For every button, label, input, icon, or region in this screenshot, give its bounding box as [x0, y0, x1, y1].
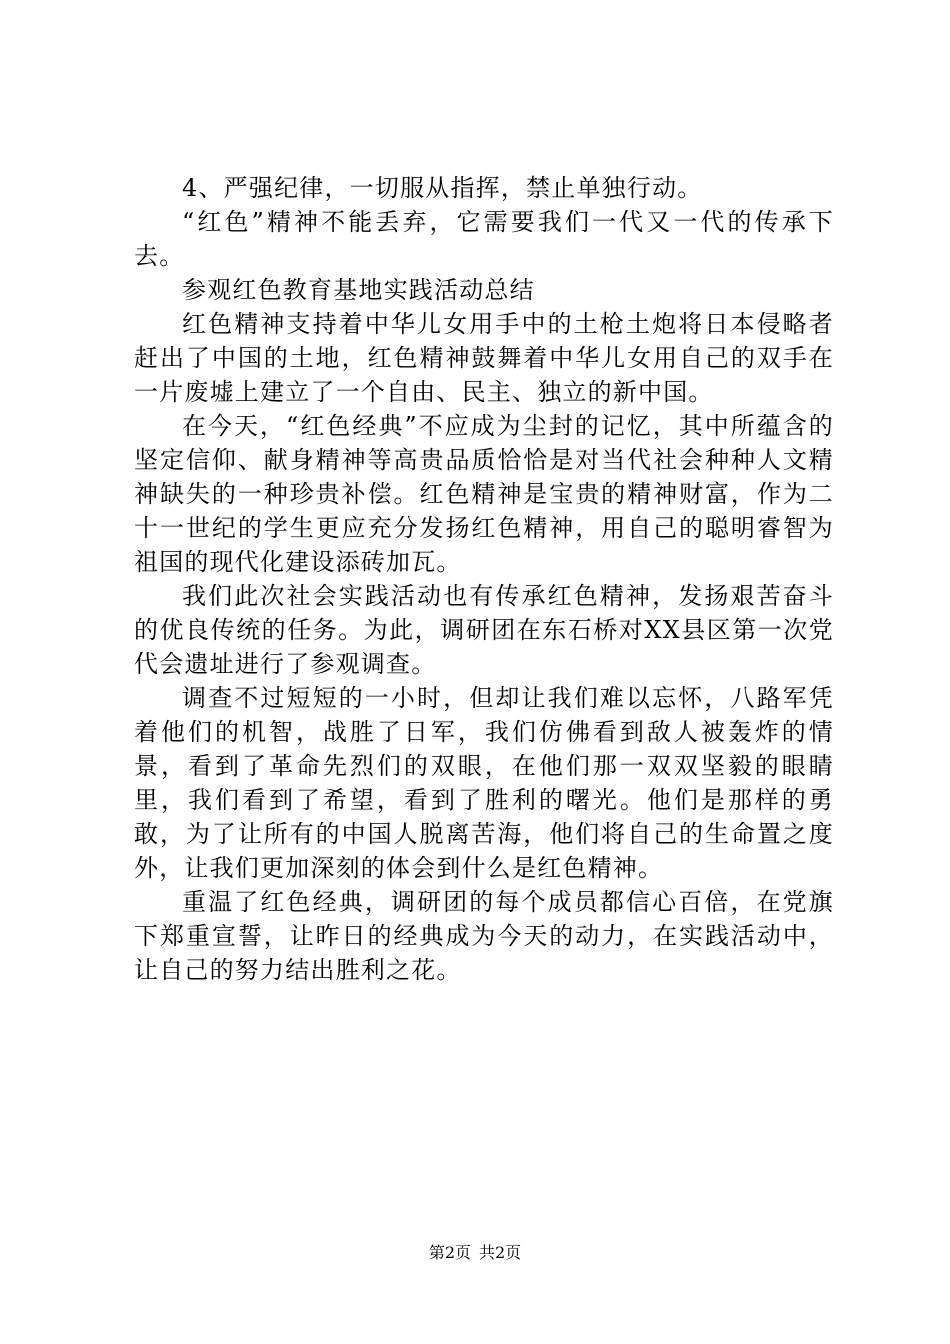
paragraph-red-spirit-support: 红色精神支持着中华儿女用手中的土枪土炮将日本侵略者赶出了中国的土地，红色精神鼓舞着中华儿女用自己的双手在一片废墟上建立了一个自由、民主、独立的新中国。	[134, 310, 834, 406]
page-total: 共2页	[479, 1243, 522, 1262]
paragraph-red-spirit-inheritance: “红色”精神不能丢弃，它需要我们一代又一代的传承下去。	[134, 208, 834, 270]
paragraph-oath: 重温了红色经典，调研团的每个成员都信心百倍，在党旗下郑重宣誓，让昨日的经典成为今天的动力，在实践活动中，让自己的努力结出胜利之花。	[134, 888, 834, 984]
paragraph-investigation: 调查不过短短的一小时，但却让我们难以忘怀，八路军凭着他们的机智，战胜了日军，我们仿佛看到敌人被轰炸的情景，看到了革命先烈们的双眼，在他们那一双双坚毅的眼睛里，我们看到了希望，看到了胜利的曙光。他们是那样的勇敢，为了让所有的中国人脱离苦海，他们将自己的生命置之度外，让我们更加深刻的体会到什么是红色精神。	[134, 684, 834, 882]
page-number: 第2页	[428, 1243, 471, 1262]
paragraph-discipline: 4、严强纪律，一切服从指挥，禁止单独行动。	[182, 174, 703, 202]
paragraph-social-practice: 我们此次社会实践活动也有传承红色精神，发扬艰苦奋斗的优良传统的任务。为此，调研团在东石桥对XX县区第一次党代会遗址进行了参观调查。	[134, 582, 834, 678]
section-heading: 参观红色教育基地实践活动总结	[182, 276, 535, 304]
document-body	[134, 171, 834, 987]
page-footer	[0, 1243, 950, 1263]
paragraph-red-classics: 在今天，“红色经典”不应成为尘封的记忆，其中所蕴含的坚定信仰、献身精神等高贵品质恰恰是对当代社会种种人文精神缺失的一种珍贵补偿。红色精神是宝贵的精神财富，作为二十一世纪的学生更应充分发扬红色精神，用自己的聪明睿智为祖国的现代化建设添砖加瓦。	[134, 412, 834, 576]
